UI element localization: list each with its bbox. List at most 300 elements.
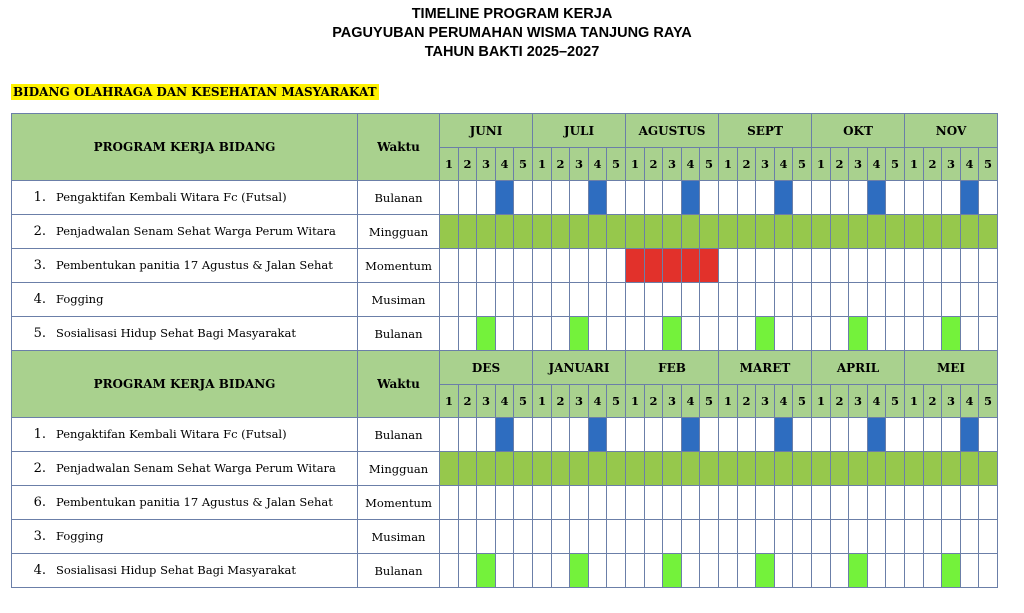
schedule-cell bbox=[719, 283, 738, 317]
program-cell bbox=[12, 520, 358, 554]
week-number: 4 bbox=[496, 385, 514, 418]
week-number: 4 bbox=[775, 385, 793, 418]
program-number: 3. bbox=[33, 529, 46, 544]
program-waktu: Musiman bbox=[358, 283, 440, 317]
schedule-cell bbox=[775, 283, 793, 317]
program-waktu: Bulanan bbox=[358, 181, 440, 215]
schedule-cell-filled bbox=[700, 215, 719, 249]
schedule-cell-filled bbox=[440, 452, 459, 486]
schedule-cell bbox=[700, 486, 719, 520]
schedule-cell-filled bbox=[793, 452, 812, 486]
schedule-cell bbox=[905, 283, 924, 317]
table-row bbox=[12, 215, 998, 249]
schedule-cell bbox=[514, 554, 533, 588]
week-number: 1 bbox=[626, 148, 645, 181]
schedule-cell-filled bbox=[831, 215, 849, 249]
schedule-cell bbox=[886, 249, 905, 283]
schedule-cell-filled bbox=[682, 418, 700, 452]
schedule-cell bbox=[812, 317, 831, 351]
month-header: JULI bbox=[533, 114, 626, 148]
schedule-cell bbox=[607, 249, 626, 283]
schedule-cell bbox=[570, 520, 589, 554]
schedule-cell-filled bbox=[942, 452, 961, 486]
schedule-cell-filled bbox=[942, 215, 961, 249]
schedule-cell-filled bbox=[886, 215, 905, 249]
week-number: 2 bbox=[459, 148, 477, 181]
schedule-cell-filled bbox=[831, 452, 849, 486]
schedule-cell-filled bbox=[849, 554, 868, 588]
schedule-cell-filled bbox=[496, 452, 514, 486]
schedule-cell bbox=[440, 554, 459, 588]
title-line-2: PAGUYUBAN PERUMAHAN WISMA TANJUNG RAYA bbox=[332, 25, 692, 41]
schedule-cell-filled bbox=[905, 215, 924, 249]
schedule-cell bbox=[924, 418, 942, 452]
week-number: 1 bbox=[533, 148, 552, 181]
schedule-cell bbox=[570, 418, 589, 452]
week-number: 4 bbox=[682, 385, 700, 418]
table-row bbox=[12, 486, 998, 520]
schedule-cell bbox=[868, 317, 886, 351]
schedule-cell bbox=[477, 418, 496, 452]
schedule-cell bbox=[793, 520, 812, 554]
month-header: SEPT bbox=[719, 114, 812, 148]
table-row bbox=[12, 418, 998, 452]
week-number: 2 bbox=[738, 148, 756, 181]
program-number: 4. bbox=[33, 292, 46, 307]
schedule-cell bbox=[496, 486, 514, 520]
week-number: 1 bbox=[440, 148, 459, 181]
table-row bbox=[12, 181, 998, 215]
schedule-cell bbox=[886, 283, 905, 317]
week-number: 1 bbox=[812, 385, 831, 418]
schedule-cell bbox=[849, 486, 868, 520]
schedule-cell bbox=[756, 283, 775, 317]
week-number: 3 bbox=[756, 385, 775, 418]
week-number: 1 bbox=[440, 385, 459, 418]
schedule-cell bbox=[924, 181, 942, 215]
week-number: 4 bbox=[775, 148, 793, 181]
schedule-cell-filled bbox=[440, 215, 459, 249]
schedule-cell bbox=[607, 283, 626, 317]
week-number: 5 bbox=[793, 385, 812, 418]
week-number: 2 bbox=[924, 385, 942, 418]
schedule-cell bbox=[533, 486, 552, 520]
schedule-cell bbox=[793, 486, 812, 520]
schedule-cell bbox=[961, 249, 979, 283]
schedule-cell bbox=[738, 181, 756, 215]
week-number: 4 bbox=[961, 148, 979, 181]
schedule-cell bbox=[738, 283, 756, 317]
week-number: 3 bbox=[942, 385, 961, 418]
schedule-cell bbox=[645, 317, 663, 351]
schedule-cell bbox=[775, 249, 793, 283]
schedule-cell bbox=[700, 418, 719, 452]
schedule-cell bbox=[886, 486, 905, 520]
schedule-cell-filled bbox=[626, 452, 645, 486]
schedule-cell-filled bbox=[496, 181, 514, 215]
schedule-cell bbox=[533, 554, 552, 588]
schedule-cell-filled bbox=[477, 317, 496, 351]
schedule-cell-filled bbox=[682, 452, 700, 486]
schedule-cell bbox=[459, 249, 477, 283]
schedule-cell bbox=[645, 520, 663, 554]
schedule-cell bbox=[738, 249, 756, 283]
table-row bbox=[12, 452, 998, 486]
schedule-cell bbox=[607, 418, 626, 452]
schedule-cell bbox=[719, 249, 738, 283]
month-header: DES bbox=[440, 351, 533, 385]
schedule-cell bbox=[793, 418, 812, 452]
schedule-cell-filled bbox=[589, 418, 607, 452]
schedule-cell bbox=[979, 554, 998, 588]
week-number: 2 bbox=[645, 148, 663, 181]
header-program-kerja: PROGRAM KERJA BIDANG bbox=[12, 114, 358, 181]
schedule-cell bbox=[812, 283, 831, 317]
week-number: 5 bbox=[700, 148, 719, 181]
program-cell bbox=[12, 317, 358, 351]
program-cell bbox=[12, 249, 358, 283]
schedule-cell-filled bbox=[961, 215, 979, 249]
schedule-cell bbox=[626, 283, 645, 317]
schedule-cell bbox=[700, 520, 719, 554]
schedule-cell bbox=[849, 520, 868, 554]
schedule-cell bbox=[849, 249, 868, 283]
schedule-cell bbox=[570, 283, 589, 317]
schedule-cell-filled bbox=[979, 452, 998, 486]
program-name: Pembentukan panitia 17 Agustus & Jalan Sehat bbox=[56, 495, 333, 509]
schedule-cell-filled bbox=[533, 215, 552, 249]
schedule-cell bbox=[886, 418, 905, 452]
week-number: 5 bbox=[700, 385, 719, 418]
week-number: 2 bbox=[831, 148, 849, 181]
week-number: 1 bbox=[626, 385, 645, 418]
schedule-cell bbox=[552, 486, 570, 520]
program-name: Penjadwalan Senam Sehat Warga Perum Witara bbox=[56, 224, 336, 238]
schedule-cell bbox=[942, 418, 961, 452]
schedule-cell-filled bbox=[905, 452, 924, 486]
schedule-cell bbox=[626, 520, 645, 554]
month-header: MARET bbox=[719, 351, 812, 385]
week-number: 5 bbox=[793, 148, 812, 181]
schedule-cell bbox=[552, 520, 570, 554]
week-number: 3 bbox=[756, 148, 775, 181]
schedule-cell bbox=[831, 418, 849, 452]
week-number: 5 bbox=[979, 385, 998, 418]
schedule-cell bbox=[793, 249, 812, 283]
month-header: FEB bbox=[626, 351, 719, 385]
schedule-cell bbox=[738, 418, 756, 452]
schedule-cell-filled bbox=[645, 215, 663, 249]
month-header: APRIL bbox=[812, 351, 905, 385]
schedule-cell bbox=[626, 486, 645, 520]
schedule-cell-filled bbox=[924, 452, 942, 486]
schedule-cell bbox=[719, 181, 738, 215]
schedule-cell-filled bbox=[849, 452, 868, 486]
schedule-cell bbox=[756, 181, 775, 215]
schedule-cell bbox=[663, 418, 682, 452]
schedule-cell bbox=[979, 520, 998, 554]
schedule-cell bbox=[682, 554, 700, 588]
program-name: Pengaktifan Kembali Witara Fc (Futsal) bbox=[56, 427, 287, 441]
schedule-cell-filled bbox=[477, 554, 496, 588]
program-name: Sosialisasi Hidup Sehat Bagi Masyarakat bbox=[56, 326, 296, 340]
schedule-cell bbox=[626, 418, 645, 452]
schedule-cell bbox=[700, 317, 719, 351]
schedule-cell bbox=[514, 317, 533, 351]
schedule-cell bbox=[868, 283, 886, 317]
schedule-cell-filled bbox=[719, 215, 738, 249]
schedule-cell bbox=[607, 554, 626, 588]
program-waktu: Musiman bbox=[358, 520, 440, 554]
schedule-cell-filled bbox=[626, 215, 645, 249]
schedule-cell bbox=[719, 554, 738, 588]
week-number: 2 bbox=[552, 148, 570, 181]
week-number: 4 bbox=[589, 385, 607, 418]
schedule-cell-filled bbox=[607, 452, 626, 486]
schedule-cell-filled bbox=[775, 452, 793, 486]
schedule-cell-filled bbox=[961, 452, 979, 486]
schedule-cell bbox=[868, 520, 886, 554]
schedule-cell bbox=[775, 317, 793, 351]
schedule-cell-filled bbox=[738, 215, 756, 249]
schedule-cell bbox=[459, 181, 477, 215]
schedule-cell bbox=[477, 486, 496, 520]
schedule-cell bbox=[812, 554, 831, 588]
schedule-cell bbox=[589, 317, 607, 351]
schedule-cell bbox=[979, 283, 998, 317]
week-number: 4 bbox=[868, 148, 886, 181]
schedule-cell bbox=[477, 181, 496, 215]
week-number: 4 bbox=[589, 148, 607, 181]
schedule-cell bbox=[775, 520, 793, 554]
schedule-cell-filled bbox=[700, 452, 719, 486]
schedule-cell bbox=[440, 486, 459, 520]
schedule-cell bbox=[589, 554, 607, 588]
schedule-cell bbox=[905, 418, 924, 452]
schedule-cell bbox=[477, 283, 496, 317]
week-number: 3 bbox=[570, 148, 589, 181]
week-number: 3 bbox=[942, 148, 961, 181]
schedule-cell bbox=[775, 554, 793, 588]
schedule-cell bbox=[496, 249, 514, 283]
schedule-cell bbox=[533, 520, 552, 554]
header-waktu: Waktu bbox=[358, 351, 440, 418]
schedule-cell bbox=[812, 418, 831, 452]
schedule-cell bbox=[589, 249, 607, 283]
schedule-cell-filled bbox=[682, 215, 700, 249]
schedule-cell bbox=[626, 181, 645, 215]
program-waktu: Mingguan bbox=[358, 452, 440, 486]
schedule-cell bbox=[626, 554, 645, 588]
schedule-cell bbox=[924, 520, 942, 554]
schedule-cell bbox=[552, 249, 570, 283]
program-number: 4. bbox=[33, 563, 46, 578]
program-waktu: Momentum bbox=[358, 249, 440, 283]
week-number: 3 bbox=[477, 148, 496, 181]
program-number: 1. bbox=[33, 427, 46, 442]
week-number: 3 bbox=[849, 385, 868, 418]
schedule-cell bbox=[886, 317, 905, 351]
program-waktu: Bulanan bbox=[358, 418, 440, 452]
schedule-cell-filled bbox=[775, 181, 793, 215]
schedule-cell bbox=[700, 283, 719, 317]
schedule-cell bbox=[905, 249, 924, 283]
schedule-cell bbox=[477, 520, 496, 554]
table-row bbox=[12, 249, 998, 283]
schedule-cell bbox=[942, 181, 961, 215]
title-line-1: TIMELINE PROGRAM KERJA bbox=[411, 6, 613, 22]
schedule-cell bbox=[589, 283, 607, 317]
schedule-cell bbox=[905, 554, 924, 588]
schedule-cell-filled bbox=[459, 452, 477, 486]
schedule-cell bbox=[682, 520, 700, 554]
schedule-cell bbox=[459, 486, 477, 520]
schedule-cell bbox=[849, 418, 868, 452]
schedule-cell bbox=[756, 249, 775, 283]
schedule-cell-filled bbox=[961, 181, 979, 215]
section-label: BIDANG OLAHRAGA DAN KESEHATAN MASYARAKAT bbox=[13, 85, 377, 99]
schedule-cell-filled bbox=[477, 215, 496, 249]
schedule-cell bbox=[645, 283, 663, 317]
schedule-cell bbox=[570, 486, 589, 520]
schedule-cell bbox=[831, 554, 849, 588]
schedule-cell bbox=[812, 520, 831, 554]
schedule-cell bbox=[589, 486, 607, 520]
schedule-cell-filled bbox=[570, 317, 589, 351]
schedule-cell-filled bbox=[663, 554, 682, 588]
schedule-cell bbox=[719, 418, 738, 452]
month-header: AGUSTUS bbox=[626, 114, 719, 148]
schedule-cell bbox=[812, 249, 831, 283]
schedule-cell bbox=[831, 486, 849, 520]
schedule-cell-filled bbox=[924, 215, 942, 249]
program-name: Fogging bbox=[56, 529, 104, 543]
schedule-cell bbox=[496, 283, 514, 317]
schedule-cell bbox=[924, 249, 942, 283]
schedule-cell bbox=[979, 249, 998, 283]
table-row bbox=[12, 317, 998, 351]
schedule-cell bbox=[886, 554, 905, 588]
schedule-cell bbox=[831, 520, 849, 554]
program-number: 1. bbox=[33, 190, 46, 205]
schedule-cell bbox=[942, 486, 961, 520]
schedule-cell-filled bbox=[682, 181, 700, 215]
program-cell bbox=[12, 283, 358, 317]
month-header: MEI bbox=[905, 351, 998, 385]
schedule-cell bbox=[831, 249, 849, 283]
schedule-cell bbox=[793, 283, 812, 317]
schedule-cell-filled bbox=[496, 418, 514, 452]
schedule-cell-filled bbox=[663, 215, 682, 249]
week-number: 4 bbox=[682, 148, 700, 181]
schedule-cell bbox=[514, 486, 533, 520]
schedule-cell bbox=[682, 317, 700, 351]
schedule-cell bbox=[477, 249, 496, 283]
schedule-cell-filled bbox=[645, 452, 663, 486]
schedule-cell bbox=[942, 520, 961, 554]
week-number: 3 bbox=[477, 385, 496, 418]
schedule-cell bbox=[514, 181, 533, 215]
week-number: 2 bbox=[645, 385, 663, 418]
schedule-cell bbox=[552, 283, 570, 317]
schedule-cell bbox=[979, 418, 998, 452]
program-name: Pengaktifan Kembali Witara Fc (Futsal) bbox=[56, 190, 287, 204]
schedule-cell bbox=[533, 283, 552, 317]
schedule-cell-filled bbox=[570, 554, 589, 588]
week-number: 4 bbox=[961, 385, 979, 418]
schedule-cell-filled bbox=[849, 215, 868, 249]
schedule-cell bbox=[459, 317, 477, 351]
schedule-cell bbox=[459, 520, 477, 554]
schedule-cell bbox=[719, 486, 738, 520]
week-number: 5 bbox=[607, 148, 626, 181]
schedule-cell bbox=[459, 554, 477, 588]
schedule-cell-filled bbox=[700, 249, 719, 283]
week-number: 1 bbox=[905, 385, 924, 418]
schedule-cell bbox=[961, 317, 979, 351]
program-number: 6. bbox=[33, 495, 46, 510]
program-number: 2. bbox=[33, 224, 46, 239]
month-header: OKT bbox=[812, 114, 905, 148]
schedule-cell bbox=[552, 181, 570, 215]
schedule-cell-filled bbox=[812, 452, 831, 486]
schedule-cell bbox=[924, 317, 942, 351]
schedule-cell bbox=[607, 317, 626, 351]
schedule-cell-filled bbox=[942, 554, 961, 588]
schedule-cell bbox=[514, 249, 533, 283]
schedule-cell bbox=[961, 283, 979, 317]
schedule-cell bbox=[831, 283, 849, 317]
schedule-cell bbox=[440, 418, 459, 452]
schedule-cell bbox=[663, 486, 682, 520]
schedule-cell-filled bbox=[886, 452, 905, 486]
table-row bbox=[12, 520, 998, 554]
month-header: NOV bbox=[905, 114, 998, 148]
schedule-cell-filled bbox=[868, 181, 886, 215]
schedule-cell-filled bbox=[552, 452, 570, 486]
week-number: 5 bbox=[514, 148, 533, 181]
schedule-cell-filled bbox=[514, 215, 533, 249]
schedule-cell bbox=[626, 317, 645, 351]
schedule-cell bbox=[552, 418, 570, 452]
program-cell bbox=[12, 418, 358, 452]
table-row bbox=[12, 554, 998, 588]
schedule-cell-filled bbox=[663, 452, 682, 486]
schedule-cell-filled bbox=[719, 452, 738, 486]
schedule-cell bbox=[682, 486, 700, 520]
week-number: 5 bbox=[607, 385, 626, 418]
week-number: 3 bbox=[570, 385, 589, 418]
program-waktu: Momentum bbox=[358, 486, 440, 520]
schedule-cell bbox=[700, 554, 719, 588]
schedule-cell bbox=[440, 317, 459, 351]
week-number: 5 bbox=[886, 385, 905, 418]
month-header: JUNI bbox=[440, 114, 533, 148]
week-number: 5 bbox=[514, 385, 533, 418]
schedule-cell-filled bbox=[868, 418, 886, 452]
week-number: 2 bbox=[831, 385, 849, 418]
schedule-cell bbox=[831, 181, 849, 215]
schedule-cell bbox=[552, 317, 570, 351]
program-cell bbox=[12, 181, 358, 215]
schedule-cell-filled bbox=[663, 249, 682, 283]
schedule-cell bbox=[924, 554, 942, 588]
schedule-cell bbox=[496, 554, 514, 588]
schedule-cell bbox=[514, 418, 533, 452]
schedule-cell bbox=[645, 418, 663, 452]
schedule-cell-filled bbox=[477, 452, 496, 486]
schedule-cell bbox=[663, 283, 682, 317]
